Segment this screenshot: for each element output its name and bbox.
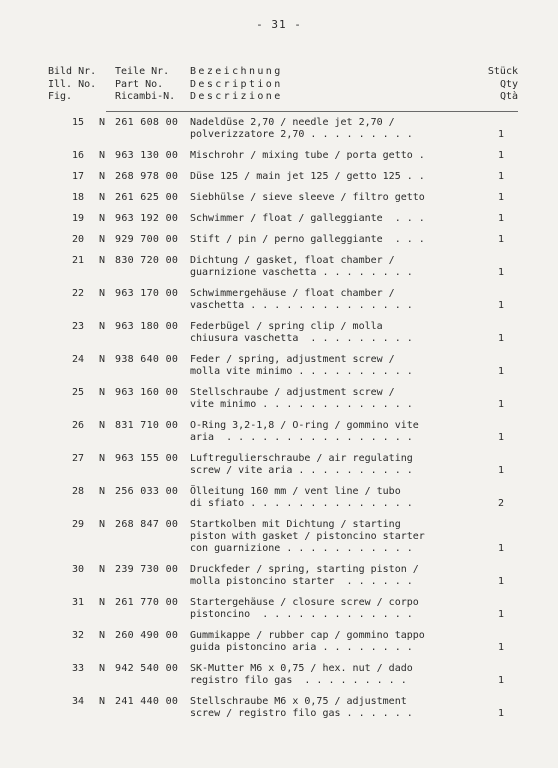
description-line: Startkolben mit Dichtung / starting: [190, 519, 401, 530]
part-row: [0, 453, 558, 477]
description: [190, 630, 425, 654]
description-line: Schwimmer / float / galleggiante . . .: [190, 213, 425, 224]
fig-number: 24: [71, 354, 84, 365]
description: [190, 150, 425, 162]
part-number: 963 170 00: [115, 288, 179, 299]
part-number: 239 730 00: [115, 564, 179, 575]
part-row: [0, 255, 558, 279]
part-number: 963 160 00: [115, 387, 179, 398]
part-prefix: N: [99, 519, 106, 530]
description: [190, 288, 413, 312]
part-row: [0, 171, 558, 183]
header-fig-de: Bild Nr.: [48, 66, 97, 77]
description: [190, 354, 413, 378]
part-row: [0, 354, 558, 378]
quantity: 1: [497, 543, 504, 554]
part-number: 963 180 00: [115, 321, 179, 332]
header-desc-it: Descrizione: [190, 91, 283, 102]
description-line: Luftregulierschraube / air regulating: [190, 453, 413, 464]
quantity: 1: [497, 576, 504, 587]
quantity: 1: [497, 399, 504, 410]
description: [190, 171, 425, 183]
description-line: aria . . . . . . . . . . . . . . . .: [190, 432, 413, 443]
part-number: 963 192 00: [115, 213, 179, 224]
description-line: molla pistoncino starter . . . . . .: [190, 576, 413, 587]
fig-number: 28: [71, 486, 84, 497]
part-number: 929 700 00: [115, 234, 179, 245]
part-number: 261 625 00: [115, 192, 179, 203]
description-line: vaschetta . . . . . . . . . . . . . .: [190, 300, 413, 311]
part-row: [0, 696, 558, 720]
part-prefix: N: [99, 696, 106, 707]
part-row: [0, 597, 558, 621]
description: [190, 597, 419, 621]
description: [190, 192, 425, 204]
part-number: 241 440 00: [115, 696, 179, 707]
quantity: 2: [497, 498, 504, 509]
description: [190, 321, 413, 345]
fig-number: 23: [71, 321, 84, 332]
quantity: 1: [497, 267, 504, 278]
part-number: 963 130 00: [115, 150, 179, 161]
fig-number: 31: [71, 597, 84, 608]
part-row: [0, 663, 558, 687]
fig-number: 22: [71, 288, 84, 299]
fig-number: 25: [71, 387, 84, 398]
fig-number: 17: [71, 171, 84, 182]
description-line: SK-Mutter M6 x 0,75 / hex. nut / dado: [190, 663, 413, 674]
fig-number: 18: [71, 192, 84, 203]
description-line: Nadeldüse 2,70 / needle jet 2,70 /: [190, 117, 395, 128]
description-line: Stellschraube M6 x 0,75 / adjustment: [190, 696, 407, 707]
part-number: 830 720 00: [115, 255, 179, 266]
part-number: 260 490 00: [115, 630, 179, 641]
part-row: [0, 420, 558, 444]
fig-number: 26: [71, 420, 84, 431]
part-number: 963 155 00: [115, 453, 179, 464]
description: [190, 519, 425, 555]
header-qty-en: Qty: [499, 78, 518, 90]
part-row: [0, 387, 558, 411]
header-part-en: Part No.: [115, 78, 164, 90]
part-prefix: N: [99, 213, 106, 224]
description: [190, 213, 425, 225]
description-line: Feder / spring, adjustment screw /: [190, 354, 395, 365]
description-line: screw / vite aria . . . . . . . . . .: [190, 465, 413, 476]
part-prefix: N: [99, 387, 106, 398]
quantity: 1: [497, 609, 504, 620]
description-line: Federbügel / spring clip / molla: [190, 321, 383, 332]
part-prefix: N: [99, 564, 106, 575]
part-number: 831 710 00: [115, 420, 179, 431]
description: [190, 387, 413, 411]
part-row: [0, 192, 558, 204]
description-line: Gummikappe / rubber cap / gommino tappo: [190, 630, 425, 641]
quantity: 1: [497, 171, 504, 182]
header-fig-en: Ill. No.: [48, 78, 97, 90]
part-prefix: N: [99, 117, 106, 128]
description: [190, 255, 413, 279]
part-number: 268 978 00: [115, 171, 179, 182]
description-line: pistoncino . . . . . . . . . . . . .: [190, 609, 413, 620]
part-prefix: N: [99, 420, 106, 431]
description-line: guarnizione vaschetta . . . . . . . .: [190, 267, 413, 278]
part-prefix: N: [99, 321, 106, 332]
fig-number: 21: [71, 255, 84, 266]
fig-number: 27: [71, 453, 84, 464]
description-line: registro filo gas . . . . . . . . .: [190, 675, 407, 686]
description-line: di sfiato . . . . . . . . . . . . . .: [190, 498, 413, 509]
description: [190, 234, 425, 246]
header-desc-de: Bezeichnung: [190, 66, 283, 77]
description-line: Stellschraube / adjustment screw /: [190, 387, 395, 398]
description-line: con guarnizione . . . . . . . . . . .: [190, 543, 413, 554]
header-part-de: Teile Nr.: [115, 66, 170, 77]
part-prefix: N: [99, 150, 106, 161]
description-line: Schwimmergehäuse / float chamber /: [190, 288, 395, 299]
part-row: [0, 519, 558, 555]
quantity: 1: [497, 675, 504, 686]
part-row: [0, 321, 558, 345]
fig-number: 30: [71, 564, 84, 575]
description-line: Mischrohr / mixing tube / porta getto .: [190, 150, 425, 161]
fig-number: 19: [71, 213, 84, 224]
description-line: Düse 125 / main jet 125 / getto 125 . .: [190, 171, 425, 182]
header-qty-de: Stück: [487, 66, 518, 77]
part-row: [0, 288, 558, 312]
quantity: 1: [497, 366, 504, 377]
parts-list: [0, 117, 558, 729]
quantity: 1: [497, 432, 504, 443]
quantity: 1: [497, 234, 504, 245]
description-line: Druckfeder / spring, starting piston /: [190, 564, 419, 575]
part-row: [0, 117, 558, 141]
description-line: chiusura vaschetta . . . . . . . . .: [190, 333, 413, 344]
description-line: Dichtung / gasket, float chamber /: [190, 255, 395, 266]
part-number: 268 847 00: [115, 519, 179, 530]
part-row: [0, 630, 558, 654]
part-row: [0, 564, 558, 588]
fig-number: 32: [71, 630, 84, 641]
description-line: Ölleitung 160 mm / vent line / tubo: [190, 486, 401, 497]
part-prefix: N: [99, 192, 106, 203]
header-part-it: Ricambi-N.: [115, 91, 176, 102]
fig-number: 20: [71, 234, 84, 245]
part-number: 942 540 00: [115, 663, 179, 674]
header-rule: [106, 111, 518, 112]
description: [190, 453, 413, 477]
description: [190, 663, 413, 687]
quantity: 1: [497, 642, 504, 653]
header-fig-column: [48, 66, 96, 104]
quantity: 1: [497, 708, 504, 719]
part-row: [0, 234, 558, 246]
description-line: polverizzatore 2,70 . . . . . . . . .: [190, 129, 413, 140]
fig-number: 15: [71, 117, 84, 128]
description-line: guida pistoncino aria . . . . . . . .: [190, 642, 413, 653]
header-part-column: [115, 66, 175, 104]
description-line: Startergehäuse / closure screw / corpo: [190, 597, 419, 608]
part-number: 938 640 00: [115, 354, 179, 365]
part-row: [0, 486, 558, 510]
description: [190, 117, 413, 141]
part-prefix: N: [99, 597, 106, 608]
part-prefix: N: [99, 486, 106, 497]
description-line: Siebhülse / sieve sleeve / filtro getto: [190, 192, 425, 203]
fig-number: 34: [71, 696, 84, 707]
header-desc-en: Description: [190, 78, 283, 90]
part-prefix: N: [99, 288, 106, 299]
part-prefix: N: [99, 171, 106, 182]
part-number: 261 770 00: [115, 597, 179, 608]
description: [190, 696, 413, 720]
description: [190, 486, 413, 510]
part-prefix: N: [99, 255, 106, 266]
header-qty-column: [488, 66, 518, 104]
page-number: - 31 -: [256, 18, 302, 31]
description-line: piston with gasket / pistoncino starter: [190, 531, 425, 542]
part-prefix: N: [99, 453, 106, 464]
description-line: vite minimo . . . . . . . . . . . . .: [190, 399, 413, 410]
quantity: 1: [497, 465, 504, 476]
quantity: 1: [497, 150, 504, 161]
header-qty-it: Qtà: [499, 91, 518, 102]
part-prefix: N: [99, 630, 106, 641]
quantity: 1: [497, 333, 504, 344]
part-prefix: N: [99, 354, 106, 365]
fig-number: 16: [71, 150, 84, 161]
fig-number: 29: [71, 519, 84, 530]
quantity: 1: [497, 129, 504, 140]
header-desc-column: [190, 66, 283, 104]
part-number: 256 033 00: [115, 486, 179, 497]
description: [190, 564, 419, 588]
quantity: 1: [497, 300, 504, 311]
part-number: 261 608 00: [115, 117, 179, 128]
description-line: molla vite minimo . . . . . . . . . .: [190, 366, 413, 377]
part-prefix: N: [99, 234, 106, 245]
header-fig-it: Fig.: [48, 91, 73, 102]
description-line: Stift / pin / perno galleggiante . . .: [190, 234, 425, 245]
part-prefix: N: [99, 663, 106, 674]
part-row: [0, 150, 558, 162]
description-line: O-Ring 3,2-1,8 / O-ring / gommino vite: [190, 420, 419, 431]
fig-number: 33: [71, 663, 84, 674]
quantity: 1: [497, 213, 504, 224]
description-line: screw / registro filo gas . . . . . .: [190, 708, 413, 719]
part-row: [0, 213, 558, 225]
description: [190, 420, 419, 444]
quantity: 1: [497, 192, 504, 203]
